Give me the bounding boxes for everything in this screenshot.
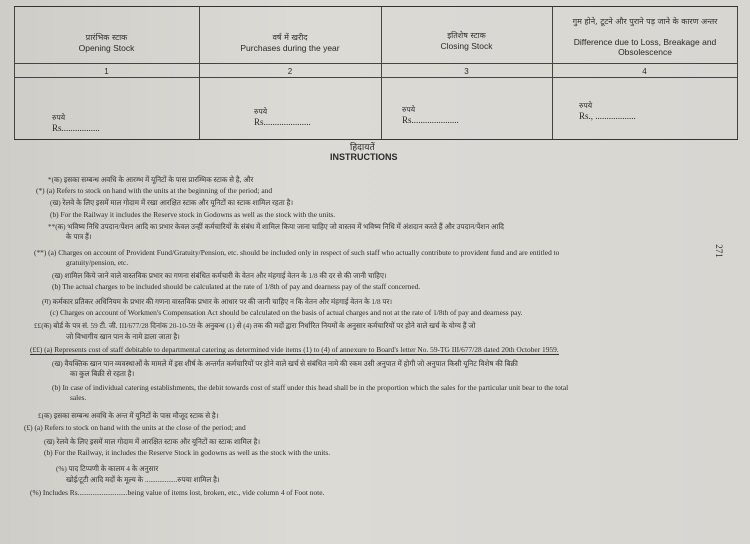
amount-closing-stock	[402, 105, 459, 125]
column-number: 4	[642, 67, 647, 76]
header-hindi: इतिशेष स्टाक	[447, 31, 486, 40]
instruction-line: (%) Includes Rs...........................being value of items lost, broken, etc., vide column 4 of Foot note.	[30, 488, 325, 497]
instruction-line: (ख) शामिल किये जाने वाले वास्तविक प्रभार का गणना संबंधित कर्मचारी के वेतन और मंहगाई वेतन के 1/8 की दर से की जानी चाहिए।	[52, 272, 387, 280]
amount-difference	[579, 101, 636, 121]
header-hindi: गुम होने, टूटने और पुराने पड़ जाने के कारण अन्तर	[572, 17, 718, 26]
stock-table	[14, 6, 738, 140]
instruction-line: (ख) रेलवे के लिए इसमें माल गोदाम में आरक्षित स्टाक और यूनिटों का स्टाक शामिल है।	[44, 438, 261, 446]
header-hindi: वर्ष में खरीद	[272, 33, 308, 42]
page-side-number: 271	[713, 244, 724, 258]
instruction-line: (£) (a) Refers to stock on hand with the units at the close of the period; and	[24, 423, 246, 432]
instruction-line: gratuity/pension, etc.	[66, 258, 129, 267]
rs-hindi: रुपये	[254, 107, 268, 116]
amount-opening-stock	[52, 113, 100, 133]
amount-purchases	[254, 107, 311, 127]
instruction-line: (ग) कर्मकार प्रतिकर अधिनियम के प्रभार की गणना वास्तविक प्रभार के आधार पर की जानी चाहिए न कि वेतन और मंहगाई वेतन के 1/8 पर।	[42, 298, 393, 306]
instruction-line: (*) (a) Refers to stock on hand with the units at the beginning of the period; and	[36, 186, 273, 195]
instruction-line: ££(क) बोर्ड के पत्र सं. 59 टी. जी. III/677/28 दिनांक 20-10-59 के अनुबन्ध (1) से (4) तक की मदों द्वारा निर्धारित नियमों के अनुसार कर्मचारियों पर होने वाले खर्च के योग्य हैं जो	[34, 322, 476, 330]
instruction-line: **(क) भविष्य निधि उपदान/पेंशन आदि का प्रभार केवल उन्हीं कर्मचारियों के संबंध में शामिल किया जाना चाहिए जो वास्तव में भविष्य निधि में अंशदान करते हैं और उपदान/पेंशन आदि	[48, 223, 504, 231]
instruction-line: sales.	[70, 393, 87, 402]
header-difference	[554, 7, 736, 72]
instruction-line: के पात्र हैं।	[66, 233, 92, 241]
instruction-line: (c) Charges on account of Workmen's Compensation Act should be calculated on the basis of actual charges and not at the rate of 1/8th of pay and dearness pay.	[50, 308, 523, 317]
header-english: Purchases during the year	[240, 43, 340, 53]
header-hindi: प्रारंभिक स्टाक	[85, 33, 128, 42]
column-number: 3	[464, 67, 469, 76]
header-english: Difference due to Loss, Breakage and Obsolescence	[573, 37, 717, 57]
instruction-line: (b) The actual charges to be included should be calculated at the rate of 1/8th of pay and dearness pay of the staff concerned.	[52, 282, 421, 291]
header-english: Opening Stock	[78, 43, 135, 53]
instruction-line: (b) For the Railway, it includes the Reserve Stock in godowns as well as the stock with the units.	[44, 448, 331, 457]
rs-hindi: रुपये	[579, 101, 593, 110]
instruction-line: (**) (a) Charges on account of Provident Fund/Gratuity/Pension, etc. should be included only in respect of such staff who actually contribute to provident fund and are entitled to	[34, 248, 560, 257]
instruction-line: जो विभागीय खान पान के नामे डाला जाता है।	[66, 333, 180, 341]
table-col-border	[737, 7, 738, 139]
instruction-line: (££) (a) Represents cost of staff debitable to departmental catering as determined vide items (1) to (4) of annexure to Board's letter No. 59-TG III/677/28 dated 20th October 1959.	[30, 345, 559, 354]
column-number: 2	[287, 67, 293, 76]
rs-hindi: रुपये	[402, 105, 416, 114]
instructions-title: INSTRUCTIONS	[330, 152, 398, 162]
rs-english: Rs.................	[52, 123, 100, 133]
instruction-line: (%) पाद टिप्पणी के कालम 4 के अनुसार	[56, 465, 159, 473]
column-number: 1	[104, 67, 109, 76]
instruction-line: का कुल बिक्री से रहता है।	[70, 370, 135, 378]
instruction-line: खोई/टूटी आदि मदों के मूल्य के ..................रुपया शामिल है।	[66, 476, 220, 484]
instruction-line: £(क) इसका सम्बन्ध अवधि के अन्त में यूनिटों के पास मौजूद स्टाक से है।	[38, 412, 219, 420]
instructions-title-hindi: हिदायतें	[350, 143, 375, 153]
instruction-line: (b) In case of individual catering establishments, the debit towards cost of staff under this head shall be in the proportion which the sales for the particular unit bear to the total	[52, 383, 569, 392]
rs-hindi: रुपये	[52, 113, 66, 122]
instruction-line: (ख) वैयक्तिक खान पान व्यवस्थाओं के मामले में इस शीर्ष के अन्तर्गत कर्मचारियों पर होने वाले खर्च से संबंधित नामे की रकम उसी अनुपात में होगी जो अनुपात किसी यूनिट विशेष की बिक्री	[52, 360, 518, 368]
rs-english: Rs.....................	[254, 117, 311, 127]
rs-english: Rs.....................	[402, 115, 459, 125]
header-english: Closing Stock	[440, 41, 493, 51]
instruction-line: (b) For the Railway it includes the Reserve stock in Godowns as well as the stock with the units.	[50, 210, 336, 219]
rs-english: Rs., ..................	[579, 111, 636, 121]
instruction-line: *(क) इसका सम्बन्ध अवधि के आरम्भ में यूनिटों के पास प्रारम्भिक स्टाक से है, और	[48, 176, 254, 184]
instruction-line: (ख) रेलवे के लिए इसमें माल गोदाम में रखा आरक्षित स्टाक और यूनिटों का स्टाक शामिल रहता है।	[50, 199, 294, 207]
